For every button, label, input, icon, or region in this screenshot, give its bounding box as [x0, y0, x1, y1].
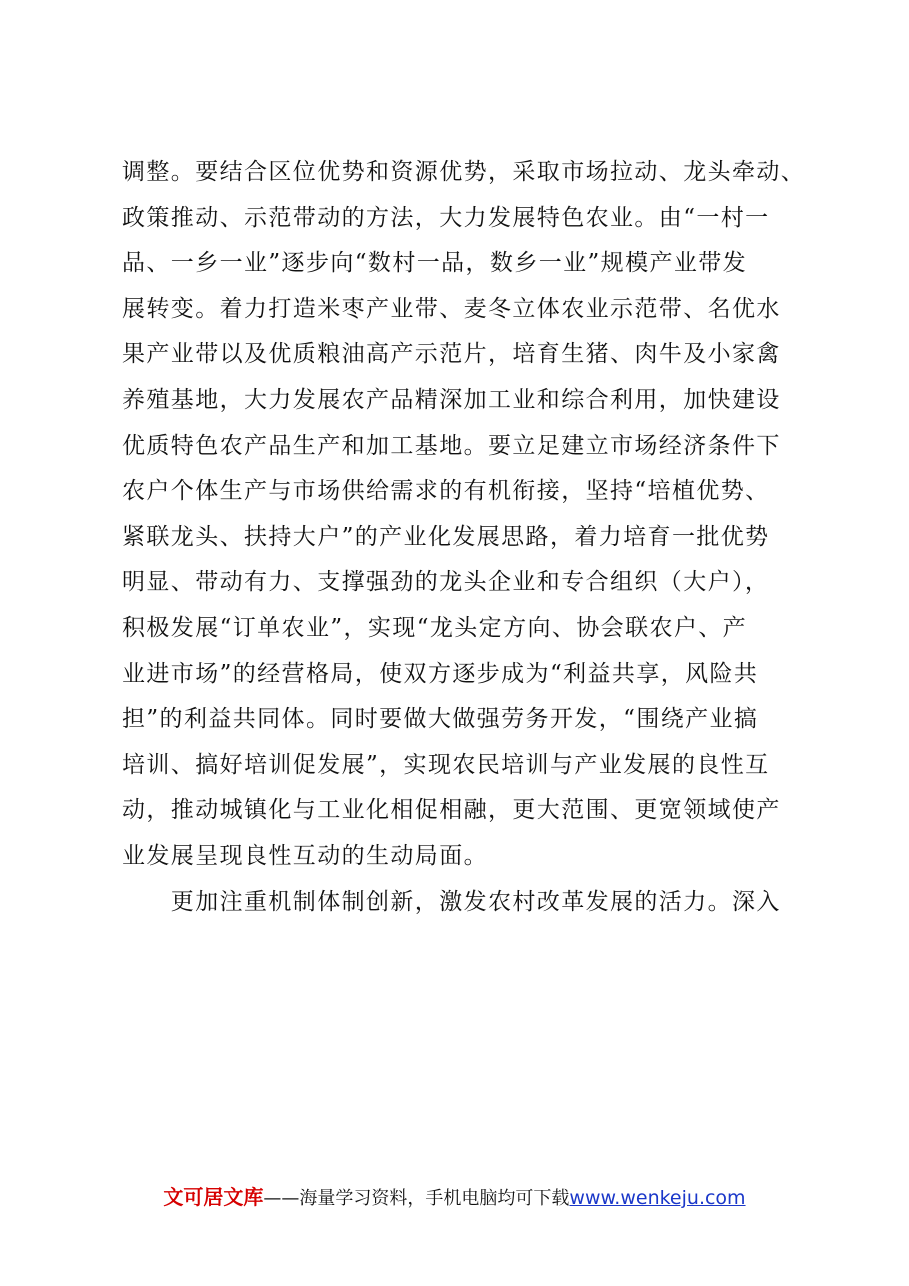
text-line: 担”的利益共同体。同时要做大做强劳务开发，“围绕产业搞 [122, 706, 759, 733]
text-line: 业发展呈现良性互动的生动局面。 [122, 842, 488, 869]
footer-brand: 文可居文库 [163, 1185, 264, 1209]
text-line: 培训、搞好培训促发展”，实现农民培训与产业发展的良性互 [122, 751, 770, 778]
footer-banner [0, 1182, 909, 1212]
footer-slogan: ——海量学习资料，手机电脑均可下载 [263, 1188, 570, 1209]
text-line: 政策推动、示范带动的方法，大力发展特色农业。由“一村一 [122, 204, 770, 231]
text-line: 更加注重机制体制创新，激发农村改革发展的活力。深入 [122, 888, 781, 915]
text-line: 动，推动城镇化与工业化相促相融，更大范围、更宽领域使产 [122, 797, 781, 824]
text-line: 业进市场”的经营格局，使双方逐步成为“利益共享，风险共 [122, 660, 759, 687]
text-line: 调整。要结合区位优势和资源优势，采取市场拉动、龙头牵动、 [122, 159, 806, 185]
text-line: 展转变。着力打造米枣产业带、麦冬立体农业示范带、名优水 [122, 295, 781, 322]
text-line: 紧联龙头、扶持大户”的产业化发展思路，着力培育一批优势 [122, 523, 770, 550]
text-line: 品、一乡一业”逐步向“数村一品，数乡一业”规模产业带发 [122, 250, 748, 277]
text-line: 农户个体生产与市场供给需求的有机衔接，坚持“培植优势、 [122, 478, 770, 505]
text-line: 积极发展“订单农业”，实现“龙头定方向、协会联农户、产 [122, 614, 748, 641]
footer-site-link[interactable]: www.wenkeju.com [569, 1187, 746, 1209]
text-line: 养殖基地，大力发展农产品精深加工业和综合利用，加快建设 [122, 386, 781, 413]
document-body [122, 150, 806, 925]
text-line: 果产业带以及优质粮油高产示范片，培育生猪、肉牛及小家禽 [122, 341, 781, 368]
text-line: 明显、带动有力、支撑强劲的龙头企业和专合组织（大户）， [122, 569, 770, 596]
text-line: 优质特色农产品生产和加工基地。要立足建立市场经济条件下 [122, 432, 781, 459]
